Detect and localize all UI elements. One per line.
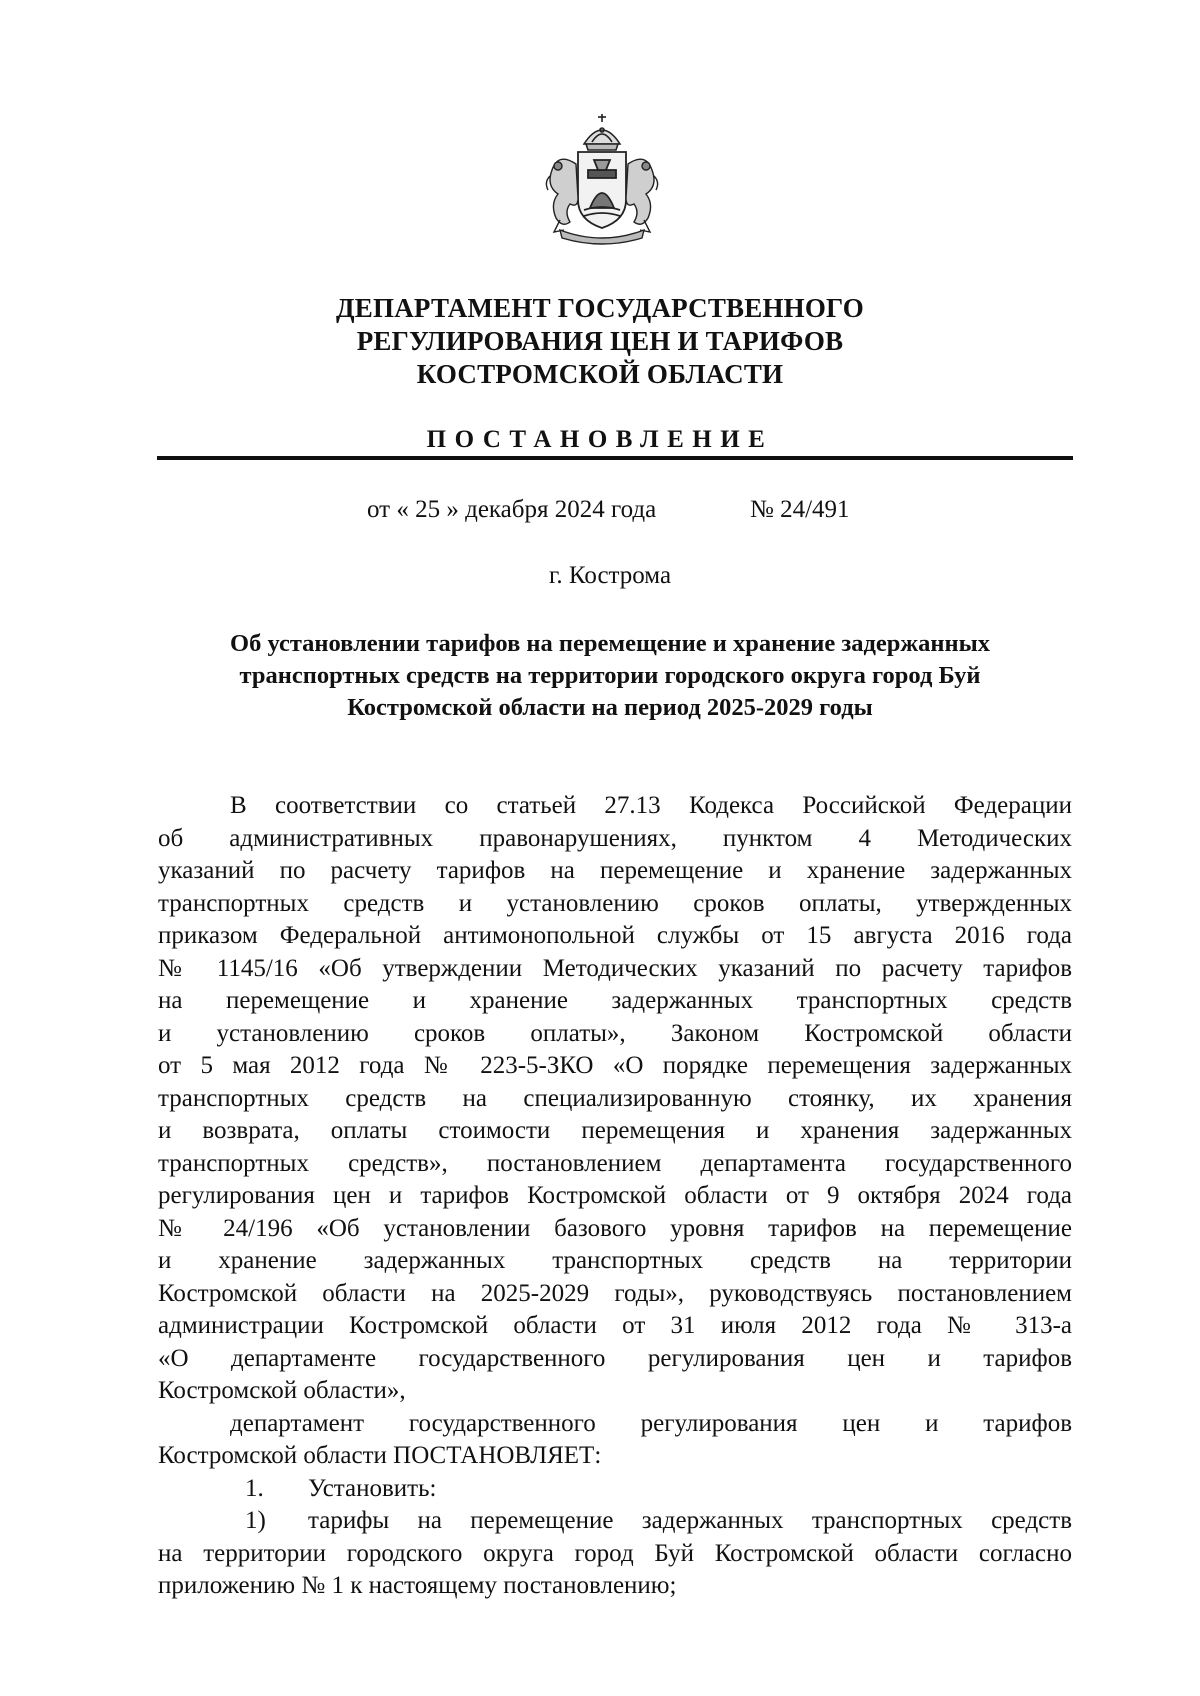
item-1-text: Установить: xyxy=(308,1474,437,1502)
preamble-line: и возврата, оплаты стоимости перемещения и хранения задержанных xyxy=(158,1117,1072,1144)
document-subject xyxy=(150,628,1070,724)
preamble-line: от 5 мая 2012 года № 223-5-ЗКО «О порядке перемещения задержанных xyxy=(158,1052,1072,1079)
subject-line: транспортных средств на территории городского округа город Буй xyxy=(239,662,981,689)
subitem-1 xyxy=(158,1505,1072,1538)
document-city: г. Кострома xyxy=(548,562,672,589)
resolve-line: департамент государственного регулирования цен и тарифов xyxy=(230,1409,1072,1437)
subject-line: Костромской области на период 2025-2029 годы xyxy=(347,694,873,721)
document-type-heading: ПОСТАНОВЛЕНИЕ xyxy=(426,426,774,453)
subitem-1-line: приложению № 1 к настоящему постановлению; xyxy=(158,1572,677,1599)
preamble-line: № 1145/16 «Об утверждении Методических указаний по расчету тарифов xyxy=(158,954,1072,982)
department-line: ДЕПАРТАМЕНТ ГОСУДАРСТВЕННОГО xyxy=(336,293,864,323)
preamble-line: приказом Федеральной антимонопольной службы от 15 августа 2016 года xyxy=(158,922,1072,949)
preamble-line: «О департаменте государственного регулирования цен и тарифов xyxy=(158,1344,1072,1372)
preamble-line: и хранение задержанных транспортных средств на территории xyxy=(158,1247,1072,1274)
item-1-number: 1. xyxy=(245,1474,264,1502)
preamble-line: и установлению сроков оплаты», Законом Костромской области xyxy=(158,1019,1072,1047)
subitem-1-number: 1) xyxy=(245,1507,266,1534)
subitem-1-line: тарифы на перемещение задержанных транспортных средств xyxy=(308,1507,1072,1534)
document-date: от « 25 » декабря 2024 года xyxy=(367,496,657,523)
resolve-line: Костромской области ПОСТАНОВЛЯЕТ: xyxy=(158,1442,602,1469)
preamble-line: указаний по расчету тарифов на перемещение и хранение задержанных xyxy=(158,857,1072,884)
preamble-line: № 24/196 «Об установлении базового уровня тарифов на перемещение xyxy=(158,1214,1072,1242)
preamble-line: В соответствии со статьей 27.13 Кодекса Российской Федерации xyxy=(230,792,1072,819)
item-1 xyxy=(158,1473,1072,1506)
preamble-line: транспортных средств на специализированную стоянку, их хранения xyxy=(158,1084,1072,1112)
document-number: № 24/491 xyxy=(750,496,850,523)
department-name xyxy=(150,292,1050,391)
document-body xyxy=(158,790,1072,1603)
preamble-line: об административных правонарушениях, пунктом 4 Методических xyxy=(158,824,1072,852)
subitem-1-line: на территории городского округа город Буй Костромской области согласно xyxy=(158,1539,1072,1567)
department-line: КОСТРОМСКОЙ ОБЛАСТИ xyxy=(416,359,784,389)
preamble-line: Костромской области», xyxy=(158,1377,406,1404)
preamble-line: транспортных средств», постановлением департамента государственного xyxy=(158,1149,1072,1177)
preamble-line: транспортных средств и установлению сроков оплаты, утвержденных xyxy=(158,889,1072,917)
subject-line: Об установлении тарифов на перемещение и хранение задержанных xyxy=(230,630,990,657)
preamble-line: администрации Костромской области от 31 июля 2012 года № 313-а xyxy=(158,1312,1072,1339)
heading-divider xyxy=(157,456,1073,460)
coat-of-arms-icon xyxy=(540,108,664,248)
preamble-line: Костромской области на 2025-2029 годы», руководствуясь постановлением xyxy=(158,1279,1072,1307)
preamble-line: регулирования цен и тарифов Костромской области от 9 октября 2024 года xyxy=(158,1182,1072,1209)
department-line: РЕГУЛИРОВАНИЯ ЦЕН И ТАРИФОВ xyxy=(356,326,844,356)
preamble-line: на перемещение и хранение задержанных транспортных средств xyxy=(158,987,1072,1014)
